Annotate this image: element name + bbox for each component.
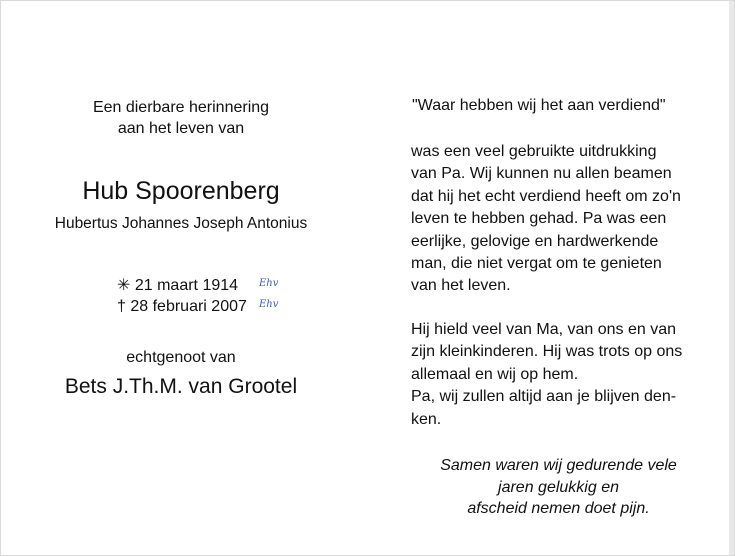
- paragraph-1: [411, 141, 693, 298]
- paragraph-line: ken.: [411, 410, 442, 428]
- birth-date: 21 maart 1914: [134, 277, 239, 294]
- death-symbol: †: [117, 298, 126, 315]
- paragraph-line: zijn kleinkinderen. Hij was trots op ons: [411, 343, 683, 361]
- paragraph-line: van Pa. Wij kunnen nu allen beamen: [411, 165, 672, 183]
- paragraph-line: was een veel gebruikte uitdrukking: [411, 143, 657, 160]
- paragraph-line: Hij hield veel van Ma, van ons en van: [411, 321, 677, 338]
- paragraph-line: man, die niet vergat om te genieten: [411, 255, 662, 273]
- motto-line: Samen waren wij gedurende vele: [440, 457, 677, 474]
- intro-line-1: Een dierbare herinnering: [92, 99, 270, 116]
- death-date: 28 februari 2007: [130, 298, 247, 315]
- spouse-name: Bets J.Th.M. van Grootel: [64, 375, 298, 398]
- paragraph-line: leven te hebben gehad. Pa was een: [411, 210, 667, 228]
- motto-line: afscheid nemen doet pijn.: [467, 500, 650, 518]
- paragraph-line: Pa, wij zullen altijd aan je blijven den-: [411, 388, 677, 406]
- birth-line: [117, 275, 238, 296]
- deceased-name: Hub Spoorenberg: [82, 177, 280, 205]
- paragraph-line: allemaal en wij op hem.: [411, 365, 579, 383]
- intro-line-2: aan het leven van: [117, 120, 245, 137]
- motto: [416, 455, 701, 520]
- full-name: Hubertus Johannes Joseph Antonius: [54, 215, 308, 232]
- spouse-intro: echtgenoot van: [126, 349, 236, 366]
- quote: "Waar hebben wij het aan verdiend": [412, 97, 666, 114]
- paragraph-2: [411, 319, 693, 431]
- death-line: [117, 296, 247, 317]
- scan-edge: [729, 1, 734, 555]
- paragraph-line: eerlijke, gelovige en hardwerkende: [411, 232, 659, 250]
- motto-line: jaren gelukkig en: [498, 478, 619, 496]
- paragraph-line: van het leven.: [411, 277, 511, 295]
- birth-place-handwritten: Ehv: [259, 278, 279, 289]
- birth-symbol: ✳: [117, 277, 131, 294]
- paragraph-line: dat hij het echt verdiend heeft om zo'n: [411, 187, 681, 205]
- death-place-handwritten: Ehv: [259, 299, 279, 310]
